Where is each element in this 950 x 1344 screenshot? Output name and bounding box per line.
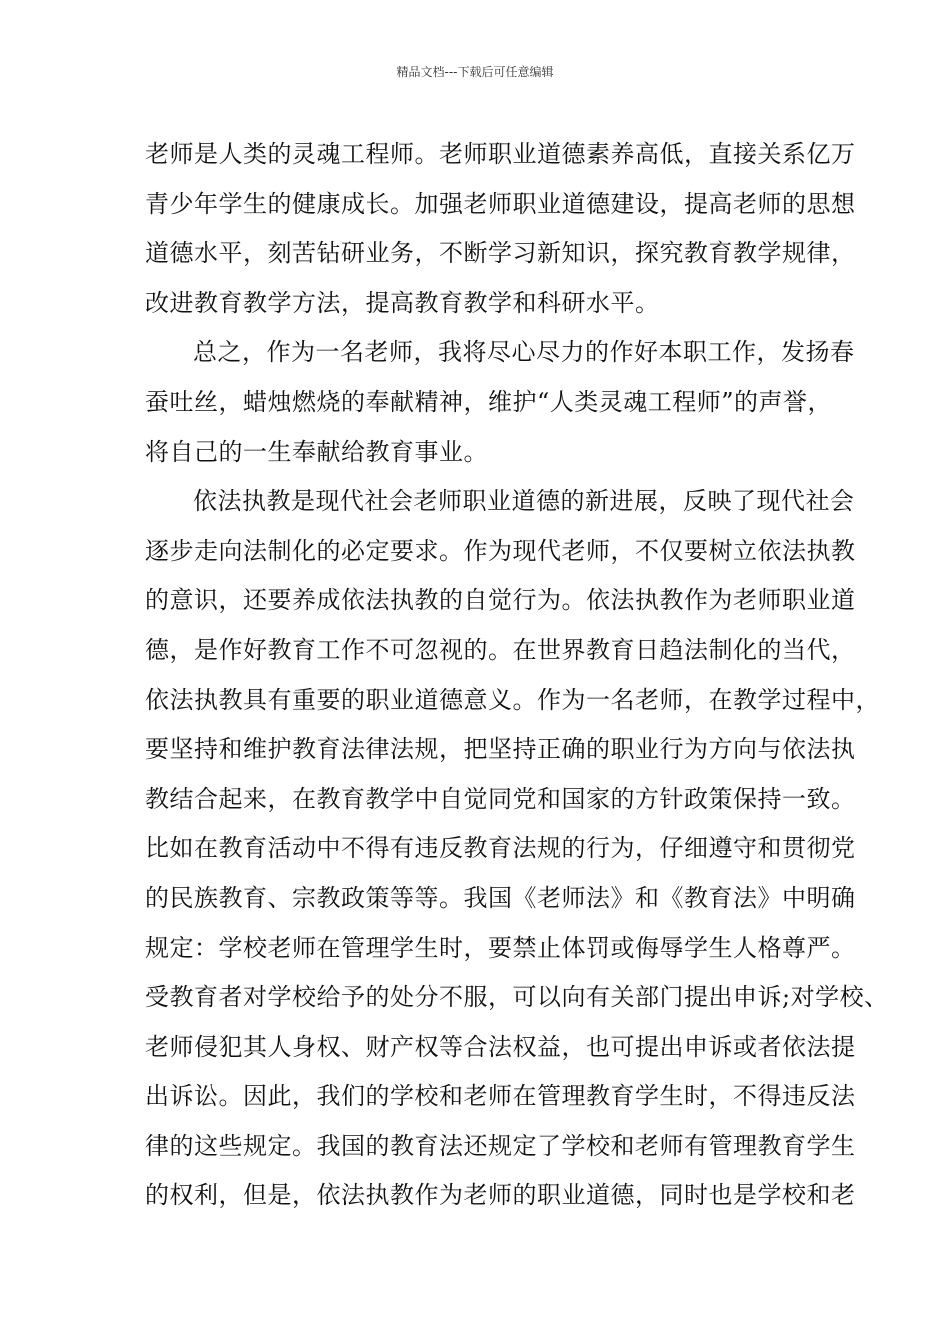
text-line: 比如在教育活动中不得有违反教育法规的行为，仔细遵守和贯彻党: [145, 834, 856, 863]
text-line: 总之，作为一名老师，我将尽心尽力的作好本职工作，发扬春: [193, 338, 855, 367]
text-line: 改进教育教学方法，提高教育教学和科研水平。: [145, 288, 660, 317]
text-line: 的民族教育、宗教政策等等。我国《老师法》和《教育法》中明确: [145, 883, 856, 912]
text-line: 出诉讼。因此，我们的学校和老师在管理教育学生时，不得违反法: [145, 1082, 856, 1111]
text-line: 要坚持和维护教育法律法规，把坚持正确的职业行为方向与依法执: [145, 735, 856, 764]
text-line: 依法执教是现代社会老师职业道德的新进展，反映了现代社会: [193, 487, 855, 516]
text-line: 青少年学生的健康成长。加强老师职业道德建设，提高老师的思想: [145, 189, 856, 218]
text-line: 受教育者对学校给予的处分不服，可以向有关部门提出申诉;对学校、: [145, 983, 889, 1012]
text-line: 道德水平，刻苦钻研业务，不断学习新知识，探究教育教学规律，: [145, 239, 856, 268]
text-line: 的权利，但是，依法执教作为老师的职业道德，同时也是学校和老: [145, 1181, 856, 1210]
text-line: 蚕吐丝，蜡烛燃烧的奉献精神，维护“人类灵魂工程师”的声誉，: [145, 387, 833, 416]
text-line: 德，是作好教育工作不可忽视的。在世界教育日趋法制化的当代，: [145, 635, 856, 664]
page-header: 精品文档---下载后可任意编辑: [396, 65, 554, 79]
paragraph: [145, 477, 889, 1221]
text-line: 规定：学校老师在管理学生时，要禁止体罚或侮辱学生人格尊严。: [145, 933, 856, 962]
document-body: [145, 130, 889, 1221]
text-line: 的意识，还要养成依法执教的自觉行为。依法执教作为老师职业道: [145, 586, 856, 615]
text-line: 教结合起来，在教育教学中自觉同党和国家的方针政策保持一致。: [145, 784, 856, 813]
text-line: 逐步走向法制化的必定要求。作为现代老师，不仅要树立依法执教: [145, 536, 856, 565]
paragraph: [145, 328, 855, 477]
text-line: 将自己的一生奉献给教育事业。: [145, 437, 488, 466]
text-line: 老师是人类的灵魂工程师。老师职业道德素养高低，直接关系亿万: [145, 140, 856, 168]
text-line: 老师侵犯其人身权、财产权等合法权益，也可提出申诉或者依法提: [145, 1032, 856, 1061]
text-line: 依法执教具有重要的职业道德意义。作为一名老师，在教学过程中，: [145, 685, 880, 714]
paragraph: [145, 130, 856, 328]
text-line: 律的这些规定。我国的教育法还规定了学校和老师有管理教育学生: [145, 1131, 856, 1160]
